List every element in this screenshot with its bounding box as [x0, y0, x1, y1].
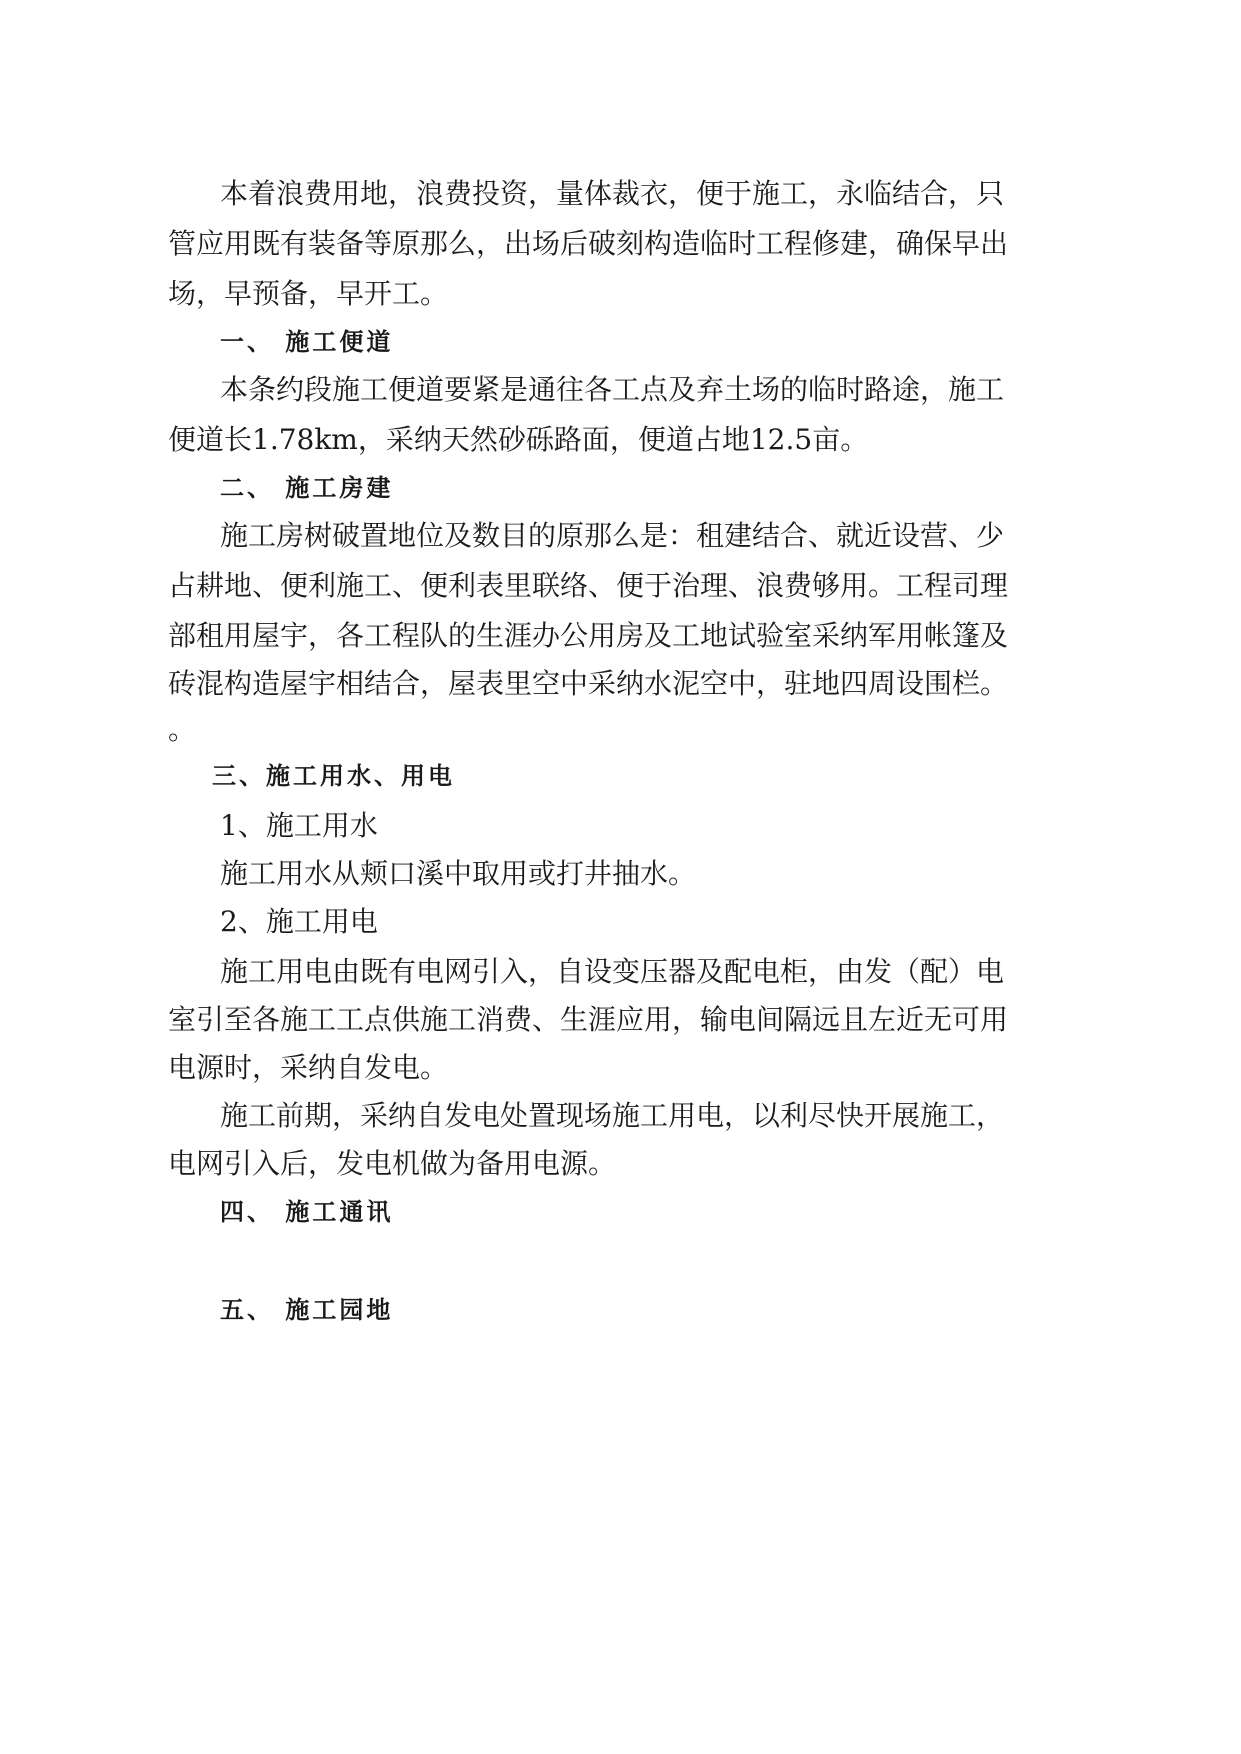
- section2-line-3: 部租用屋宇，各工程队的生涯办公用房及工地试验室采纳军用帐篷及: [168, 619, 1009, 652]
- power-line-4: 施工前期，采纳自发电处置现场施工用电，以利尽快开展施工，: [220, 1099, 1005, 1132]
- intro-line-3: 场，早预备，早开工。: [168, 277, 449, 310]
- section2-line-4: 砖混构造屋宇相结合，屋表里空中采纳水泥空中，驻地四周设围栏。: [168, 667, 1009, 700]
- water-line-1: 施工用水从颊口溪中取用或打井抽水。: [220, 857, 697, 890]
- section2-line-2: 占耕地、便利施工、便利表里联络、便于治理、浪费够用。工程司理: [168, 569, 1009, 602]
- section1-line-1: 本条约段施工便道要紧是通往各工点及弃土场的临时路途，施工: [220, 373, 1005, 406]
- section-heading-2: 二、 施工房建: [220, 474, 394, 502]
- section2-line-5: 。: [168, 713, 197, 746]
- power-line-3: 电源时，采纳自发电。: [168, 1051, 449, 1084]
- subsection-title-water: 1、施工用水: [220, 809, 378, 842]
- section-heading-4: 四、 施工通讯: [220, 1198, 394, 1226]
- section-heading-3: 三、施工用水、用电: [212, 762, 455, 790]
- section1-line-2: 便道长1.78km，采纳天然砂砾路面，便道占地12.5亩。: [168, 423, 869, 456]
- section2-line-1: 施工房树破置地位及数目的原那么是：租建结合、就近设营、少: [220, 519, 1005, 552]
- section-heading-5: 五、 施工园地: [220, 1296, 394, 1324]
- power-line-2: 室引至各施工工点供施工消费、生涯应用，输电间隔远且左近无可用: [168, 1003, 1009, 1036]
- subsection-title-power: 2、施工用电: [220, 905, 378, 938]
- power-line-5: 电网引入后，发电机做为备用电源。: [168, 1147, 617, 1180]
- intro-line-2: 管应用既有装备等原那么，出场后破刻构造临时工程修建，确保早出: [168, 227, 1009, 260]
- power-line-1: 施工用电由既有电网引入，自设变压器及配电柜，由发（配）电: [220, 955, 1005, 988]
- intro-line-1: 本着浪费用地，浪费投资，量体裁衣，便于施工，永临结合，只: [220, 177, 1005, 210]
- section-heading-1: 一、 施工便道: [220, 328, 394, 356]
